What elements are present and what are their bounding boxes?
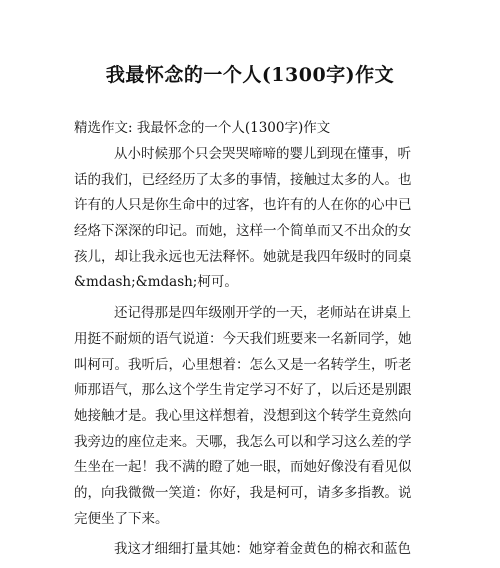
text-line: 还记得那是四年级刚开学的一天，老师站在讲桌上 — [114, 305, 411, 322]
text-line: 生坐在一起！我不满的瞪了她一眼，而她好像没有看见似 — [74, 459, 412, 476]
paragraph-2 — [74, 301, 414, 532]
text-line: 许有的人只是你生命中的过客，也许有的人在你的心中已 — [74, 197, 412, 214]
text-line: 叫柯可。我听后，心里想着：怎么又是一名转学生，听老 — [74, 356, 412, 373]
paragraph-1 — [74, 142, 414, 296]
text-line: 我旁边的座位走来。天哪，我怎么可以和学习这么差的学 — [74, 433, 412, 450]
text-line: 我这才细细打量其她：她穿着金黄色的棉衣和蓝色 — [114, 541, 411, 558]
text-line: 从小时候那个只会哭哭啼啼的婴儿到现在懂事，听 — [114, 146, 411, 162]
text-line: 经烙下深深的印记。而她，这样一个简单而又不出众的女 — [74, 223, 412, 240]
text-line: 的，向我微微一笑道：你好，我是柯可，请多多指教。说 — [74, 484, 412, 501]
text-line: 用挺不耐烦的语气说道：今天我们班要来一名新同学，她 — [74, 330, 412, 347]
text-line: &mdash;&mdash;柯可。 — [74, 274, 238, 291]
text-line: 她接触才是。我心里这样想着，没想到这个转学生竟然向 — [74, 407, 412, 424]
paragraph-3 — [74, 537, 414, 563]
article-subtitle: 精选作文: 我最怀念的一个人(1300字)作文 — [74, 120, 331, 136]
article-body — [74, 142, 414, 568]
text-line: 师那语气，那么这个学生肯定学习不好了，以后还是别跟 — [74, 382, 412, 399]
text-line: 话的我们，已经经历了太多的事情，接触过太多的人。也 — [74, 171, 412, 188]
article-title: 我最怀念的一个人(1300字)作文 — [105, 64, 395, 86]
text-line: 完便坐了下来。 — [74, 510, 169, 527]
text-line: 孩儿，却让我永远也无法释怀。她就是我四年级时的同桌 — [74, 248, 412, 265]
